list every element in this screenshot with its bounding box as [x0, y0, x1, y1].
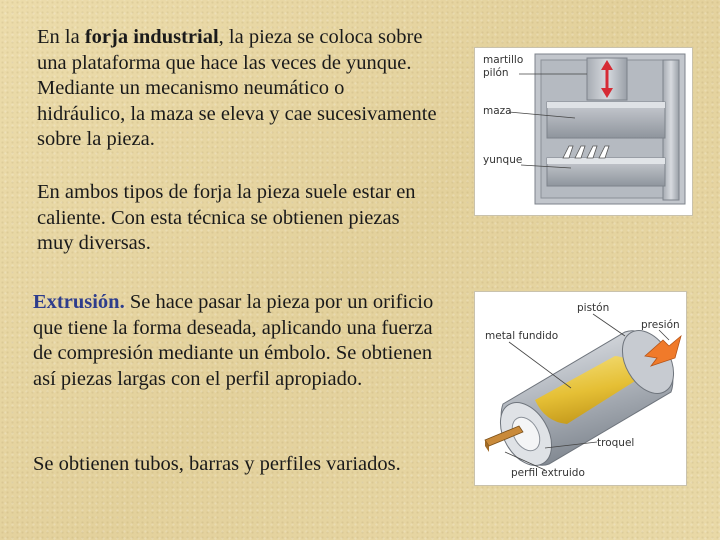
label-troquel: troquel [597, 437, 635, 449]
label-maza: maza [483, 105, 512, 117]
label-pilon: pilón [483, 67, 509, 79]
anvil-top [547, 158, 665, 164]
p1-bold-term: forja industrial [84, 26, 219, 48]
label-yunque: yunque [483, 154, 523, 166]
extrusion-diagram [474, 291, 687, 486]
p1-post: , la pieza se coloca sobre una plataforma que hace las veces de yunque. Mediante un mecanismo neumático o hidráulico, la maza se eleva y cae sucesivamente sobre la pieza. [37, 26, 437, 150]
extrusion-title: Extrusión. [33, 291, 125, 313]
paragraph-tubos-barras: Se obtienen tubos, barras y perfiles variados. [33, 453, 401, 475]
p1-pre: En la [37, 26, 85, 48]
label-perfil-extruido: perfil extruido [511, 467, 585, 479]
paragraph-forja-caliente: En ambos tipos de forja la pieza suele estar en caliente. Con esta técnica se obtienen piezas muy diversas. [37, 181, 416, 254]
label-presion: presión [641, 319, 680, 331]
paragraph-extrusion [33, 290, 438, 392]
label-piston: pistón [577, 302, 610, 314]
paragraph-forja-industrial [37, 25, 437, 153]
label-martillo: martillo [483, 54, 524, 66]
hammer-top [547, 102, 665, 108]
forja-diagram [474, 47, 693, 216]
p3-text: Se hace pasar la pieza por un orificio que tiene la forma deseada, aplicando una fuerza de compresión mediante un émbolo. Se obtienen así piezas largas con el perfil apropiado. [33, 291, 434, 390]
label-metal-fundido: metal fundido [485, 330, 559, 342]
